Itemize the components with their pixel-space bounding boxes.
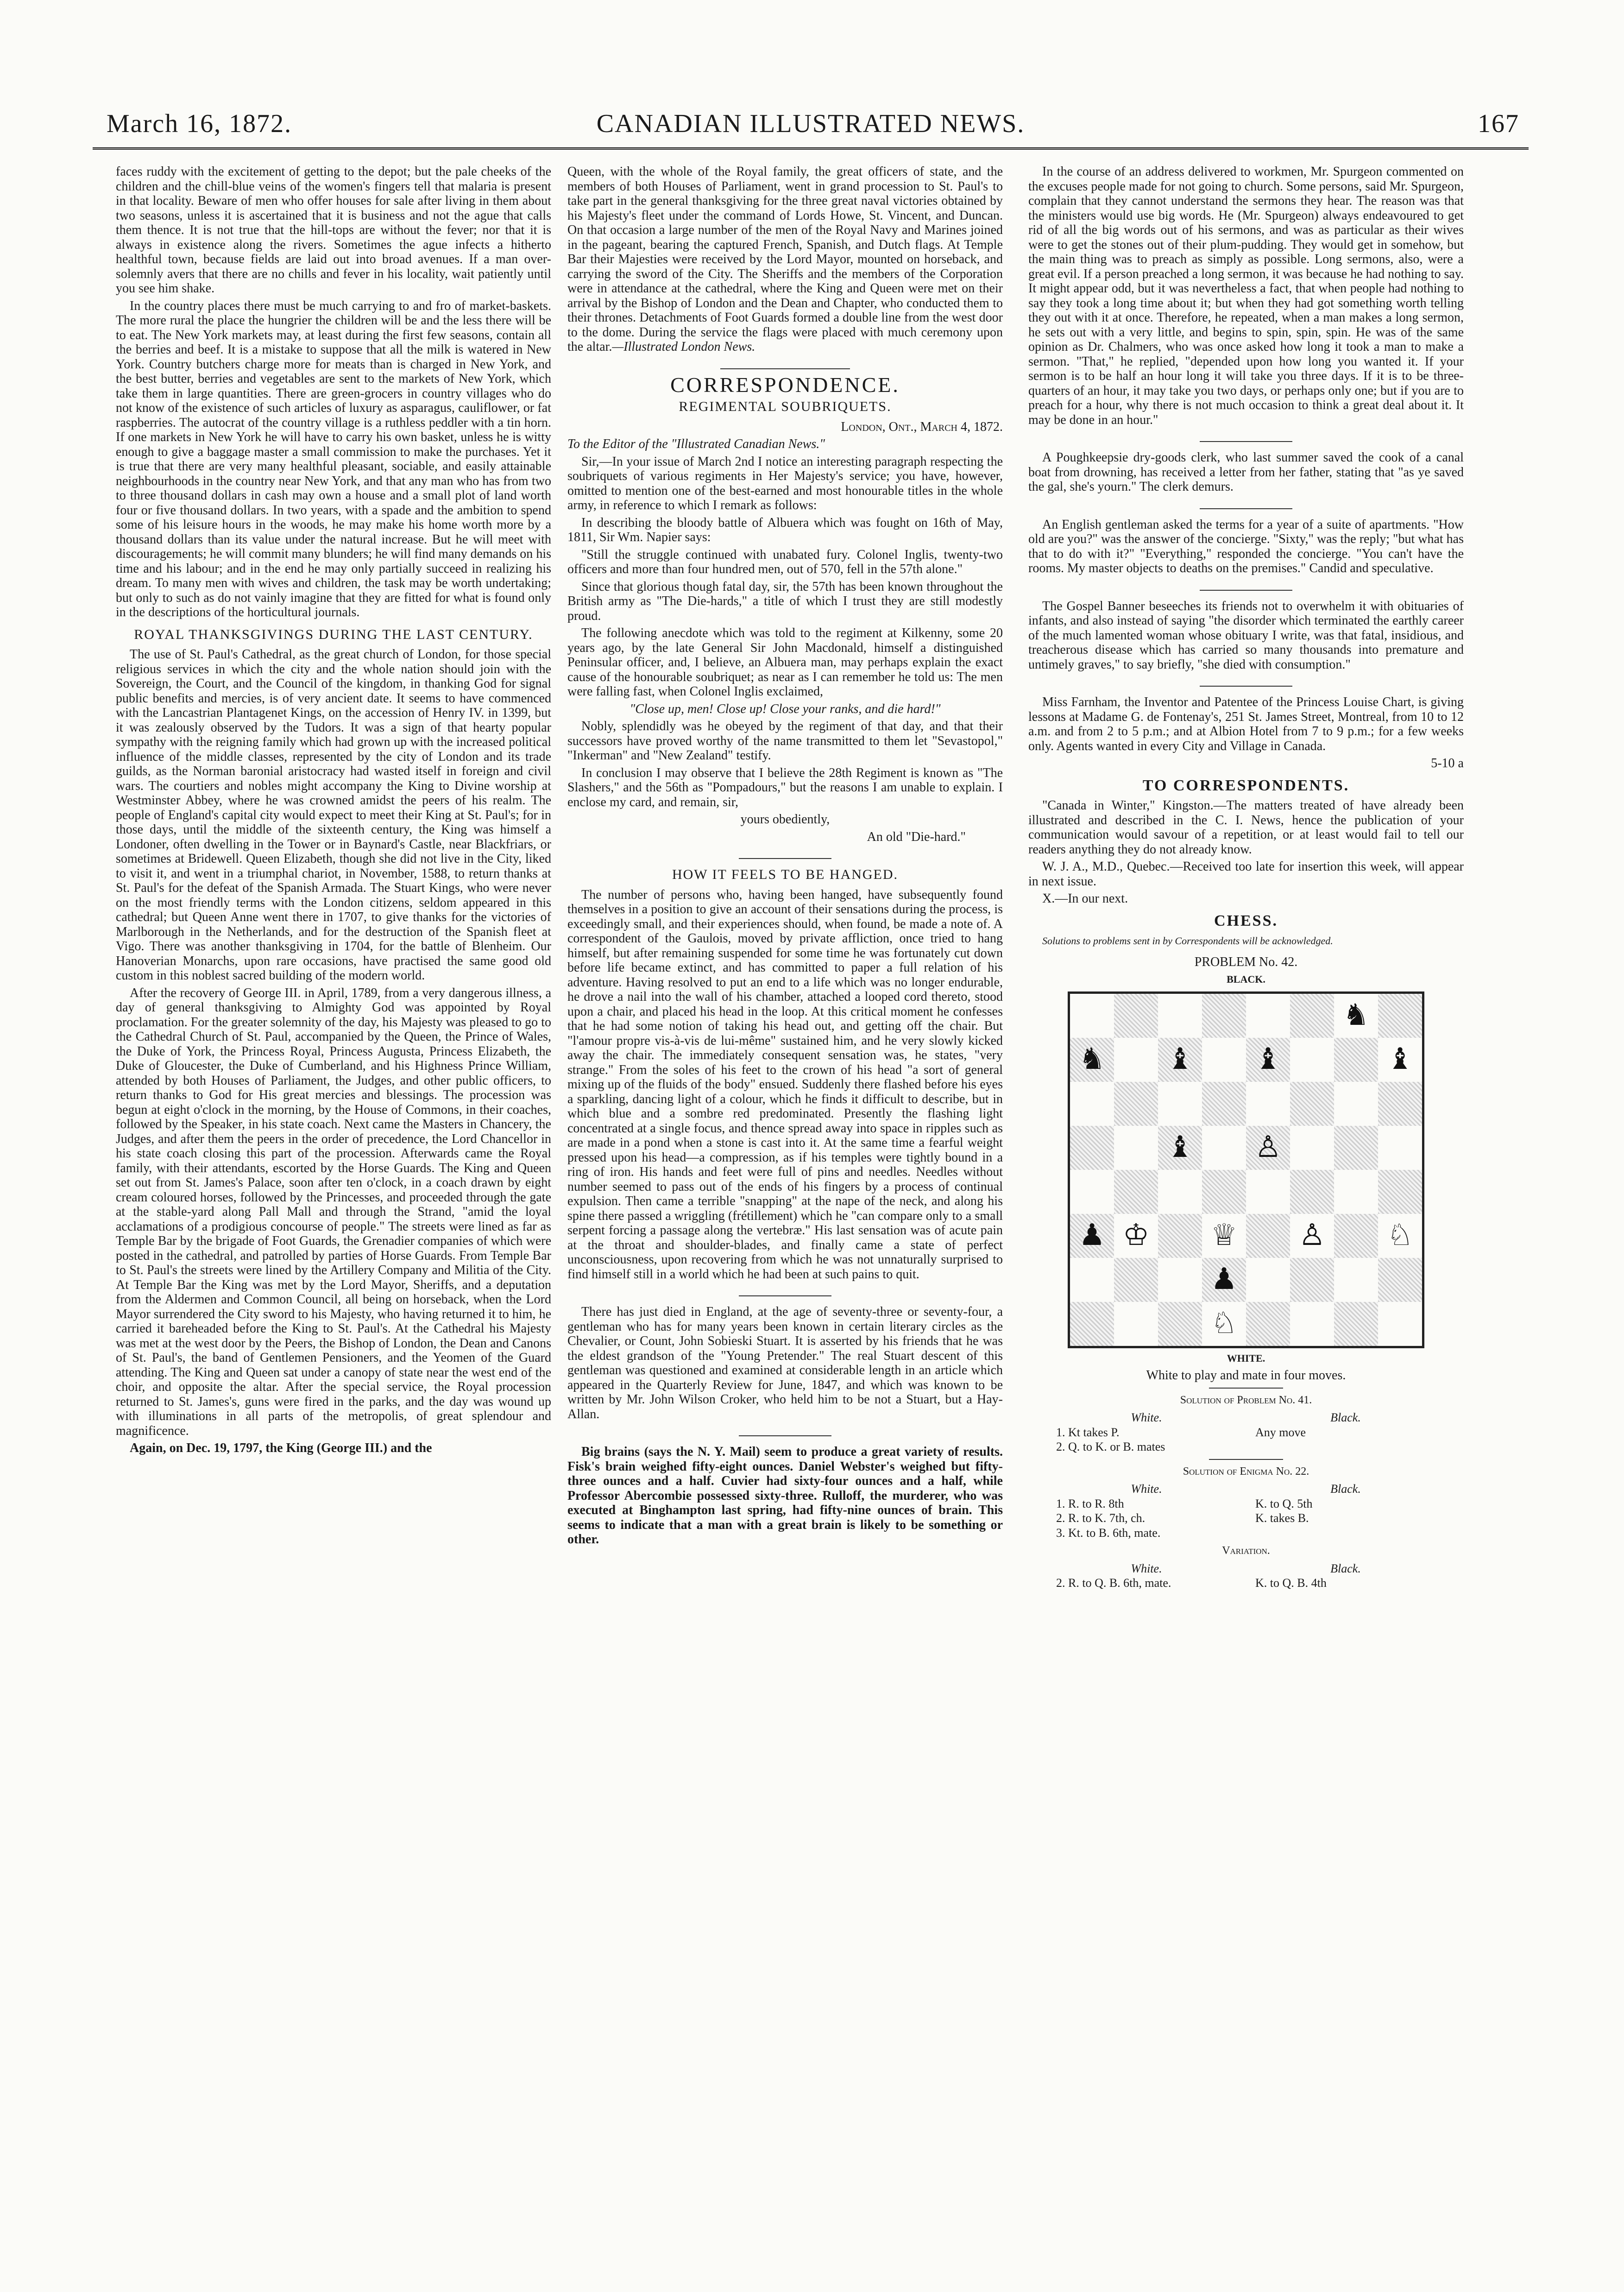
letter-salutation: To the Editor of the "Illustrated Canadian News."	[567, 437, 825, 451]
section-divider	[739, 1295, 831, 1296]
newspaper-title: CANADIAN ILLUSTRATED NEWS.	[596, 109, 1025, 138]
chess-note: Solutions to problems sent in by Correspondents will be acknowledged.	[1042, 935, 1333, 947]
chess-square	[1290, 1038, 1334, 1082]
chess-square	[1246, 994, 1290, 1038]
chess-square	[1334, 1082, 1378, 1126]
chess-square	[1290, 1082, 1334, 1126]
source-credit: —Illustrated London News.	[612, 340, 755, 354]
chess-square	[1070, 1170, 1114, 1214]
page-number: 167	[1478, 109, 1519, 138]
chess-square	[1246, 1214, 1290, 1258]
section-divider	[1209, 1388, 1283, 1389]
chess-square	[1202, 1038, 1246, 1082]
letter-signoff: yours obediently,	[740, 812, 830, 827]
chess-board	[1068, 991, 1424, 1348]
black-column-head: Black.	[1330, 1411, 1361, 1424]
chess-square	[1114, 1038, 1158, 1082]
advert-code: 5-10 a	[1431, 756, 1464, 770]
article-text: Queen, with the whole of the Royal family, the great officers of state, and the members of both Houses of Parliament, went in grand procession to St. Paul's to take part in the general thanksgiving for the three great naval victories obtained by his Majesty's fleet under the command of Lords Howe, St. Vincent, and Duncan. On that occasion a large number of the men of the Royal Navy and Marines joined in the pageant, bearing the captured French, Spanish, and Dutch flags. At Temple Bar their Majesties were received by the Lord Mayor, mounted on horseback, and carrying the sword of the City. The Sheriffs and the members of the Corporation were in attendance at the cathedral, where the King and Queen were met on their arrival by the Bishop of London and the Dean and Chapter, who conducted them to their thrones. Detachments of Foot Guards formed a double line from the west door to the dome. During the service the flags were placed with much ceremony upon the altar.	[567, 164, 1003, 354]
chess-square	[1202, 1170, 1246, 1214]
letter-paragraph: The following anecdote which was told to the regiment at Kilkenny, some 20 years ago, by the late General Sir John Macdonald, himself a distinguished Peninsular officer, and, I believe, an Albuera man, may perhaps explain the exact cause of the honourable soubriquet; as near as I can remember he told us: The men were falling fast, when Colonel Inglis exclaimed,	[567, 626, 1003, 699]
article-paragraph: Big brains (says the N. Y. Mail) seem to produce a great variety of results. Fisk's brain weighed fifty-eight ounces. Daniel Webster's weighed but fifty-three ounces and a half. Cuvier had sixty-four ounces and a half, while Professor Abercombie possessed sixty-three. Rulloff, the murderer, who was executed at Binghampton last spring, had fifty-nine ounces of brain. This seems to indicate that a man with a great brain is likely to be something or other.	[567, 1445, 1003, 1547]
white-move: 2. R. to Q. B. 6th, mate.	[1056, 1576, 1171, 1590]
chess-square	[1114, 1170, 1158, 1214]
column-1	[116, 164, 551, 1459]
chess-square	[1158, 1214, 1202, 1258]
letter-paragraph: In describing the bloody battle of Albuera which was fought on 16th of May, 1811, Sir Wm. Napier says:	[567, 515, 1003, 544]
letter-signature: An old "Die-hard."	[867, 829, 966, 844]
black-column-head: Black.	[1330, 1482, 1361, 1496]
chess-square	[1290, 994, 1334, 1038]
section-divider	[739, 1435, 831, 1436]
chess-heading: CHESS.	[1214, 912, 1278, 929]
article-paragraph	[567, 164, 1003, 354]
letter-paragraph: Nobly, splendidly was he obeyed by the regiment of that day, and that their successors have proved worthy of the name transmitted to them let "Sevastopol," "Inkerman" and "New Zealand" testify.	[567, 719, 1003, 763]
chess-square	[1334, 1302, 1378, 1346]
solution-22	[1056, 1482, 1436, 1540]
column-2	[567, 164, 1003, 1550]
letter-quote: "Close up, men! Close up! Close your ranks, and die hard!"	[629, 701, 941, 716]
white-move: 2. R. to K. 7th, ch.	[1056, 1511, 1146, 1525]
chess-square	[1114, 1258, 1158, 1302]
chess-square	[1334, 1126, 1378, 1170]
chess-piece-square: ♟	[1070, 1214, 1114, 1258]
chess-piece-square: ♝	[1246, 1038, 1290, 1082]
white-move: 1. R. to R. 8th	[1056, 1496, 1124, 1510]
chess-square	[1378, 1082, 1422, 1126]
solution-41	[1056, 1410, 1436, 1454]
article-paragraph: Again, on Dec. 19, 1797, the King (George III.) and the	[130, 1441, 432, 1455]
chess-piece-square: ♙	[1290, 1214, 1334, 1258]
correspondent-reply: X.—In our next.	[1042, 891, 1128, 906]
chess-square	[1378, 1258, 1422, 1302]
section-divider	[1200, 441, 1292, 442]
chess-square	[1114, 994, 1158, 1038]
letter-paragraph: Sir,—In your issue of March 2nd I notice an interesting paragraph respecting the soubriquets of various regiments in Her Majesty's service; you have, however, omitted to mention one of the best-earned and most honourable titles in the whole army, in reference to which I remark as follows:	[567, 454, 1003, 512]
chess-square	[1290, 1170, 1334, 1214]
black-move: K. takes B.	[1255, 1511, 1309, 1525]
chess-square	[1202, 994, 1246, 1038]
variation	[1056, 1561, 1436, 1591]
section-divider	[1200, 686, 1292, 687]
section-divider	[1200, 508, 1292, 509]
article-paragraph: The number of persons who, having been hanged, have subsequently found themselves in a position to give an account of their sensations during the process, is exceedingly small, and their experiences should, when found, be made a note of. A correspondent of the Gaulois, moved by private affliction, once tried to hang himself, but after remaining suspended for some time he was fortunately cut down before life became extinct, and has committed to paper a full relation of his adventure. Having resolved to put an end to a life which was no longer endurable, he drove a nail into the wall of his chamber, attached a looped cord thereto, stood upon a chair, and placed his head in the loop. At this critical moment he confesses that he had some notion of taking his head out, and getting off the chair. But "l'amour propre vis-à-vis de lui-même" sustained him, and he very slowly kicked away the chair. The immediately consequent sensation was, he states, "very strange." From the soles of his feet to the crown of his head "a sort of general mixing up of the fluids of the body" ensued. Suddenly there flashed before his eyes a sparkling, dancing light of a colour, which he finds it difficult to describe, but in which blue and a sombre red predominated. Presently the flashing light concentrated at a single focus, and thence spread away into space in ripples such as are made in a pond when a stone is cast into it. At the same time a fearful weight pressed upon his head—a compression, as if his temples were tightly bound in a ring of iron. His hands and feet were full of pins and needles. Needles without number seemed to pass out of the ends of his fingers by a process of continual expulsion. Then came a terrible "snapping" at the nape of the neck, and along his spine there passed a wriggling (frétillement) which he "can compare only to a small serpent forcing a passage along the vertebræ." His last sensation was of acute pain at the throat and shoulder-blades, and finally came a state of perfect unconsciousness, upon recovering from which he was not unnaturally surprised to find himself still in a world which he had been at such pains to quit.	[567, 887, 1003, 1282]
section-divider	[1200, 590, 1292, 591]
chess-piece-square: ♔	[1114, 1214, 1158, 1258]
chess-square	[1246, 1170, 1290, 1214]
article-paragraph: An English gentleman asked the terms for a year of a suite of apartments. "How old are you?" was the answer of the concierge. "Sixty," was the reply; "but what has that to do with it?" "Everything," responded the concierge. "You can't have the rooms. My master objects to deaths on the premises." Candid and speculative.	[1028, 517, 1464, 575]
chess-square	[1378, 1126, 1422, 1170]
white-column-head: White.	[1131, 1561, 1162, 1575]
chess-square	[1114, 1082, 1158, 1126]
chess-square	[1334, 1038, 1378, 1082]
white-move: 2. Q. to K. or B. mates	[1056, 1440, 1165, 1453]
black-label: BLACK.	[1227, 973, 1265, 985]
chess-square	[1158, 994, 1202, 1038]
article-paragraph: faces ruddy with the excitement of getting to the depot; but the pale cheeks of the children and the chill-blue veins of the women's fingers tell that malaria is present in that locality. Beware of men who offer houses for sale after living in them about two seasons, unless it is ascertained that it is business and not the ague that calls them thence. It is not true that the hill-tops are without the fever; nor that it is always in existence along the rivers. Sometimes the ague infects a hitherto healthful town, because fields are laid out into broad avenues. If a man over-solemnly avers that there are no chills and fever in his locality, wait patiently until you see him shake.	[116, 164, 551, 296]
problem-instruction: White to play and mate in four moves.	[1146, 1368, 1346, 1383]
chess-square	[1246, 1302, 1290, 1346]
chess-piece-square: ♞	[1334, 994, 1378, 1038]
chess-square	[1246, 1258, 1290, 1302]
chess-square	[1158, 1302, 1202, 1346]
chess-piece-square: ♞	[1070, 1038, 1114, 1082]
black-move: Any move	[1255, 1425, 1306, 1439]
chess-piece-square: ♘	[1202, 1302, 1246, 1346]
letter-paragraph: In conclusion I may observe that I believe the 28th Regiment is known as "The Slashers," and the 56th as "Pompadours," but the reasons I am unable to explain. I enclose my card, and remain, sir,	[567, 765, 1003, 809]
royal-thanksgivings-heading: ROYAL THANKSGIVINGS DURING THE LAST CENTURY.	[134, 626, 533, 642]
solution-22-title: Solution of Enigma No. 22.	[1183, 1465, 1309, 1477]
white-column-head: White.	[1131, 1411, 1162, 1424]
chess-square	[1070, 1258, 1114, 1302]
section-divider	[720, 368, 850, 369]
advertisement: Miss Farnham, the Inventor and Patentee of the Princess Louise Chart, is giving lessons at Madame G. de Fontenay's, 251 St. James Street, Montreal, from 10 to 12 a.m. and from 2 to 5 p.m.; and at Albion Hotel from 7 to 9 p.m.; for a few weeks only. Agents wanted in every City and Village in Canada.	[1028, 695, 1464, 753]
section-divider	[739, 858, 831, 859]
chess-piece-square: ♝	[1158, 1126, 1202, 1170]
chess-square	[1070, 994, 1114, 1038]
to-correspondents-heading: TO CORRESPONDENTS.	[1142, 777, 1350, 794]
white-column-head: White.	[1131, 1482, 1162, 1496]
chess-square	[1334, 1258, 1378, 1302]
chess-square	[1290, 1126, 1334, 1170]
chess-square	[1158, 1082, 1202, 1126]
chess-piece-square: ♝	[1378, 1038, 1422, 1082]
chess-square	[1334, 1170, 1378, 1214]
chess-square	[1290, 1302, 1334, 1346]
chess-square	[1290, 1258, 1334, 1302]
article-paragraph: A Poughkeepsie dry-goods clerk, who last summer saved the cook of a canal boat from drowning, has received a letter from her father, stating that "as ye saved the gal, she's yourn." The clerk demurs.	[1028, 450, 1464, 494]
chess-square	[1334, 1214, 1378, 1258]
article-paragraph: In the country places there must be much carrying to and fro of market-baskets. The more rural the place the hungrier the children will be and the less there will be to eat. The New York markets may, at least during the first few seasons, contain all the berries and beef. It is a mistake to suppose that all the milk is watered in New York. Country butchers charge more for meats than is charged in New York, and the best butter, berries and vegetables are sent to the markets of New York, which take them in large quantities. There are green-grocers in country villages who do not know of the existence of such articles of luxury as asparagus, cauliflower, or fat raspberries. The autocrat of the country village is a ruthless peddler with a tin horn. If one markets in New York he will have to carry his own basket, unless he is witty enough to give a baggage master a small commission to make the purchases. Yet it is true that there are very many healthful pleasant, sociable, and easily attainable neighbourhoods in the country near New York, and that any man who has from two to three thousand dollars in cash may own a house and a small plot of land worth four or five thousand dollars. In two years, with a spade and the ambition to spend some of his leisure hours in the woods, he may make his home worth more by a thousand dollars than its value under the natural increase. But he will meet with discouragements; he will commit many blunders; he will find many demands on his time and his labour; and in the end he may only partially succeed in realizing his dream. To many men with wives and children, the task may be worth undertaking; but only to such as do not vainly imagine that they are fitted for what is found only in the descriptions of the horticultural journals.	[116, 298, 551, 619]
chess-square	[1378, 994, 1422, 1038]
chess-square	[1114, 1302, 1158, 1346]
article-paragraph: The Gospel Banner beseeches its friends not to overwhelm it with obituaries of infants, and also instead of saying "the disorder which terminated the earthly career of the much lamented woman whose obituary I write, was that fatal, insidious, and treacherous disease which has carried so many thousands into premature and untimely graves," to say briefly, "she died with consumption."	[1028, 599, 1464, 672]
chess-square	[1070, 1126, 1114, 1170]
column-3	[1028, 164, 1464, 1592]
hanged-article-heading: HOW IT FEELS TO BE HANGED.	[672, 867, 899, 882]
black-column-head: Black.	[1330, 1561, 1361, 1575]
solution-41-title: Solution of Problem No. 41.	[1180, 1394, 1312, 1406]
correspondent-reply: W. J. A., M.D., Quebec.—Received too late for insertion this week, will appear in next issue.	[1028, 859, 1464, 889]
white-move: 3. Kt. to B. 6th, mate.	[1056, 1526, 1161, 1540]
white-move: 1. Kt takes P.	[1056, 1425, 1120, 1439]
chess-piece-square: ♕	[1202, 1214, 1246, 1258]
chess-square	[1378, 1302, 1422, 1346]
chess-piece-square: ♙	[1246, 1126, 1290, 1170]
chess-square	[1070, 1302, 1114, 1346]
header-rule	[93, 147, 1529, 150]
variation-title: Variation.	[1222, 1545, 1270, 1557]
white-label: WHITE.	[1227, 1352, 1265, 1364]
chess-square	[1070, 1082, 1114, 1126]
article-paragraph: In the course of an address delivered to workmen, Mr. Spurgeon commented on the excuses people made for not going to church. Some persons, said Mr. Spurgeon, complain that they cannot understand the sermons they hear. The reason was that the ministers would use big words. He (Mr. Spurgeon) always endeavoured to get rid of all the big words out of his sermons, and was as particular as their wives were to get the stones out of their plum-pudding. They would get in somehow, but the main thing was to preach as simply as possible. Long sermons, also, were a great evil. If a person preached a long sermon, it was because he had nothing to say. It might appear odd, but it was nevertheless a fact, that when people had nothing to say they took a long time about it; but when they had got something worth telling they out with it at once. Therefore, he repeated, when a man makes a long sermon, he sets out with a very little, and begins to spin, spin, spin. He was of the same opinion as Dr. Chalmers, who was once asked how long it took a man to make a sermon. "That," he replied, "depended upon how long you wanted it. If your sermon is to be half an hour long it will take you three days. If it is to be three-quarters of an hour, it may take you two days, or perhaps only one; but if you are to preach for a hour, why there is not much occasion to think a great deal about it. It may be done in an hour."	[1028, 164, 1464, 427]
chess-square	[1202, 1126, 1246, 1170]
dateline: London, Ont., March 4, 1872.	[841, 419, 1003, 434]
article-paragraph: There has just died in England, at the age of seventy-three or seventy-four, a gentleman who has for many years been known in certain literary circles as the Chevalier, or Count, John Sobieski Stuart. It is asserted by his friends that he was the eldest grandson of the "Young Pretender." The real Stuart descent of this gentleman was questioned and examined at considerable length in an article which appeared in the Quarterly Review for June, 1847, and which was known to be written by Mr. John Wilson Croker, who held him to be not a Stuart, but a Hay-Allan.	[567, 1305, 1003, 1421]
article-paragraph: The use of St. Paul's Cathedral, as the great church of London, for those special religious services in which the city and the whole nation should join with the Sovereign, the Court, and the Council of the kingdom, in thanking God for signal public benefits and mercies, is of very ancient date. It seems to have commenced with the Lancastrian Plantagenet Kings, on the accession of Henry IV. in 1399, but it was zealously observed by the Tudors. It was a sign of that hearty popular sympathy with the reigning family which had grown up with the increased political influence of the middle classes, represented by the city of London and its trade guilds, as the Norman baronial aristocracy had wasted itself in foreign and civil wars. The courtiers and nobles might accompany the King to Divine worship at Westminster Abbey, where he was crowned amidst the peers of his realm. The people of England's capital city would expect to meet their King at St. Paul's; for in those days, until the middle of the sixteenth century, the King was himself a Londoner, often dwelling in the Tower or in Baynard's Castle, near Blackfriars, or sometimes at Bridewell. Queen Elizabeth, though she did not live in the City, liked to visit it, and went in a triumphal chariot, in November, 1588, to return thanks at St. Paul's for the defeat of the Spanish Armada. The Stuart Kings, who were never on the most friendly terms with the London citizens, seldom appeared in this cathedral; but Queen Anne went there in 1707, to give thanks for the victories of Marlborough in the Netherlands, and for the destruction of the Spanish fleet at Vigo. There was another thanksgiving in 1704, for the battle of Blenheim. Our Hanoverian Monarchs, upon rare occasions, have practised the same good old custom in this noblest sacred building of the modern world.	[116, 647, 551, 983]
letter-quote: "Still the struggle continued with unabated fury. Colonel Inglis, twenty-two officers and more than four hundred men, out of 570, fell in the 57th alone."	[567, 547, 1003, 576]
article-paragraph: After the recovery of George III. in April, 1789, from a very dangerous illness, a day of general thanksgiving to Almighty God was appointed by Royal proclamation. For the greater solemnity of the day, his Majesty was pleased to go to the Cathedral Church of St. Paul, accompanied by the Queen, the Prince of Wales, the Duke of York, the Princess Royal, Princess Augusta, Princess Elizabeth, the Duke of Gloucester, the Duke of Cumberland, and his Highness Prince William, attended by both Houses of Parliament, the Judges, and other public officers, to return thanks to God for His great mercies and blessings. The procession was begun at eight o'clock in the morning, by the House of Commons, in their coaches, followed by the Speaker, in his state coach. Next came the Masters in Chancery, the Judges, and after them the peers in the order of precedence, the Lord Chancellor in his state coach closing this part of the procession. Afterwards came the Royal family, with their attendants, escorted by the Horse Guards. The King and Queen set out from St. James's Palace, soon after ten o'clock, in a coach drawn by eight cream coloured horses, followed by the Princesses, and proceeded through the gate at the stable-yard along Pall Mall and through the Strand, "amid the loyal acclamations of a prodigious concourse of people." The streets were lined as far as Temple Bar by the brigade of Foot Guards, the Grenadier companies of which were posted in the cathedral, and patrolled by parties of Horse Guards. From Temple Bar to St. Paul's the streets were lined by the Artillery Company and Militia of the City. At Temple Bar the King was met by the Lord Mayor, Sheriffs, and a deputation from the Aldermen and Common Council, all being on horseback, when the Lord Mayor surrendered the City sword to his Majesty, who having returned it to him, he carried it bareheaded before the King to St. Paul's. At the Cathedral his Majesty was met at the west door by the Peers, the Bishop of London, the Dean and Canons of St. Paul's, the band of Gentlemen Pensioners, and the Yeomen of the Guard attending. The King and Queen sat under a canopy of state near the west end of the choir, and opposite the altar. After the special service, the Royal procession returned to St. James's, guns were fired in the parks, and the day was wound up with illuminations in all parts of the metropolis, of great splendour and magnificence.	[116, 985, 551, 1438]
black-move: K. to Q. 5th	[1255, 1496, 1313, 1510]
regimental-soubriquets-heading: REGIMENTAL SOUBRIQUETS.	[679, 399, 892, 414]
chess-square	[1202, 1082, 1246, 1126]
chess-square	[1158, 1258, 1202, 1302]
masthead	[93, 109, 1529, 141]
chess-square	[1246, 1082, 1290, 1126]
correspondent-reply: "Canada in Winter," Kingston.—The matters treated of have already been illustrated and described in the C. I. News, hence the publication of your communication would savour of a repetition, or at least would fail to tell our readers anything they do not already know.	[1028, 798, 1464, 857]
chess-piece-square: ♘	[1378, 1214, 1422, 1258]
chess-square	[1158, 1170, 1202, 1214]
letter-paragraph: Since that glorious though fatal day, sir, the 57th has been known throughout the British army as "The Die-hards," a title of which I trust they are still modestly proud.	[567, 579, 1003, 623]
issue-date: March 16, 1872.	[107, 109, 292, 138]
chess-piece-square: ♟	[1202, 1258, 1246, 1302]
section-divider	[1209, 1459, 1283, 1460]
problem-title: PROBLEM No. 42.	[1194, 954, 1298, 969]
chess-square	[1114, 1126, 1158, 1170]
chess-square	[1378, 1170, 1422, 1214]
chess-piece-square: ♝	[1158, 1038, 1202, 1082]
black-move: K. to Q. B. 4th	[1255, 1576, 1327, 1590]
correspondence-heading: CORRESPONDENCE.	[670, 373, 900, 397]
